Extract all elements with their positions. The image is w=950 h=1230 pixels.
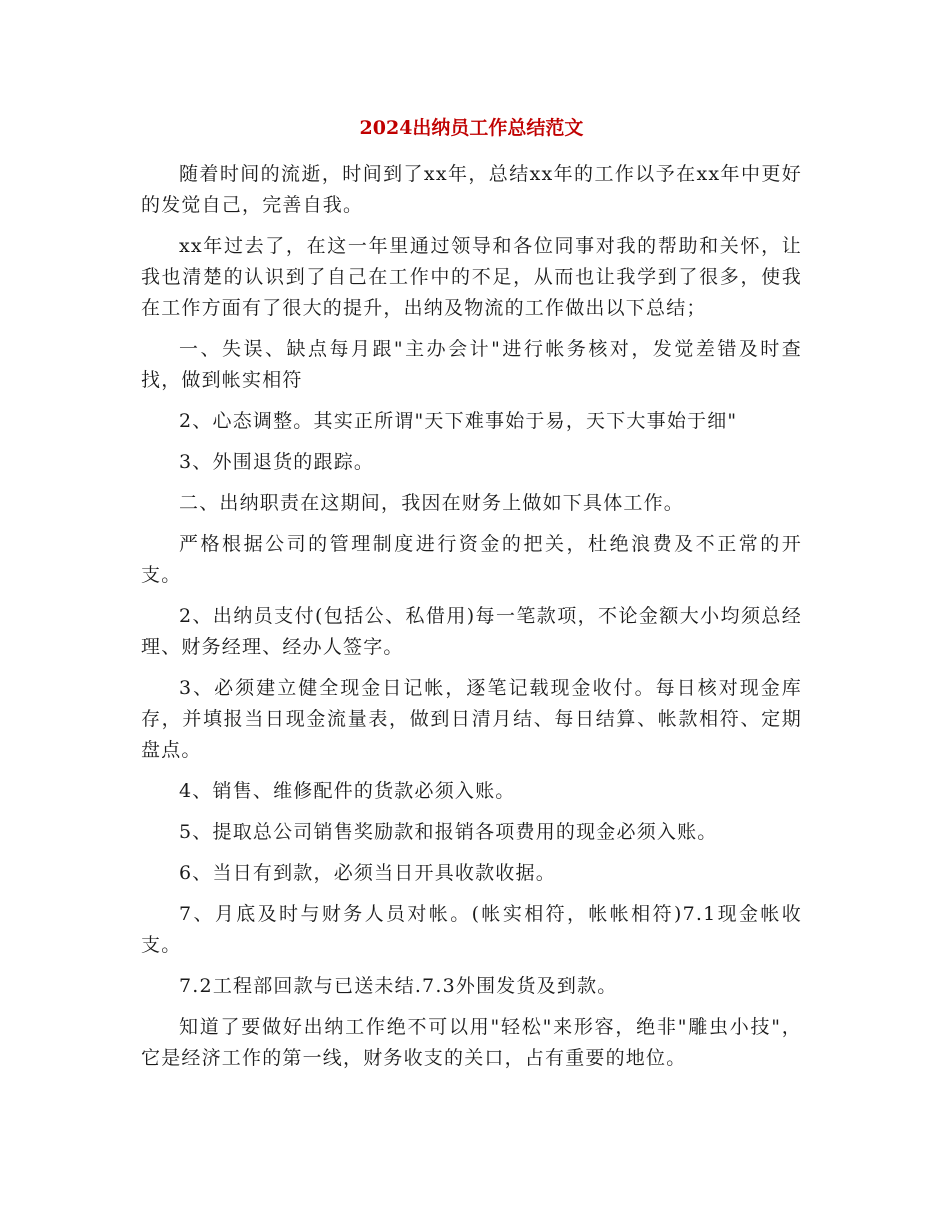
paragraph: 3、必须建立健全现金日记帐，逐笔记载现金收付。每日核对现金库存，并填报当日现金流量表，做到日清月结、每日结算、帐款相符、定期盘点。: [141, 677, 802, 761]
paragraph: xx年过去了，在这一年里通过领导和各位同事对我的帮助和关怀，让我也清楚的认识到了自己在工作中的不足，从而也让我学到了很多，使我在工作方面有了很大的提升，出纳及物流的工作做出以下总结；: [141, 235, 802, 319]
document-title: 2024出纳员工作总结范文: [359, 117, 584, 139]
paragraph: 7、月底及时与财务人员对帐。(帐实相符，帐帐相符)7.1现金帐收支。: [141, 903, 802, 956]
paragraph: 一、失误、缺点每月跟"主办会计"进行帐务核对，发觉差错及时查找，做到帐实相符: [141, 338, 802, 391]
paragraph: 二、出纳职责在这期间，我因在财务上做如下具体工作。: [179, 492, 685, 514]
paragraph: 知道了要做好出纳工作绝不可以用"轻松"来形容，绝非"雕虫小技"，它是经济工作的第一线，财务收支的关口，占有重要的地位。: [141, 1016, 802, 1069]
paragraph: 7.2工程部回款与已送未结.7.3外围发货及到款。: [179, 975, 618, 997]
paragraph: 2、出纳员支付(包括公、私借用)每一笔款项，不论金额大小均须总经理、财务经理、经办人签字。: [141, 605, 802, 658]
paragraph: 2、心态调整。其实正所谓"天下难事始于易，天下大事始于细": [179, 410, 738, 432]
paragraph: 6、当日有到款，必须当日开具收款收据。: [179, 862, 556, 884]
paragraph: 严格根据公司的管理制度进行资金的把关，杜绝浪费及不正常的开支。: [141, 533, 802, 586]
paragraph: 随着时间的流逝，时间到了xx年，总结xx年的工作以予在xx年中更好的发觉自己，完善自我。: [141, 163, 802, 216]
paragraph: 5、提取总公司销售奖励款和报销各项费用的现金必须入账。: [179, 821, 718, 843]
paragraph: 4、销售、维修配件的货款必须入账。: [179, 780, 516, 802]
paragraph: 3、外围退货的跟踪。: [179, 451, 375, 473]
